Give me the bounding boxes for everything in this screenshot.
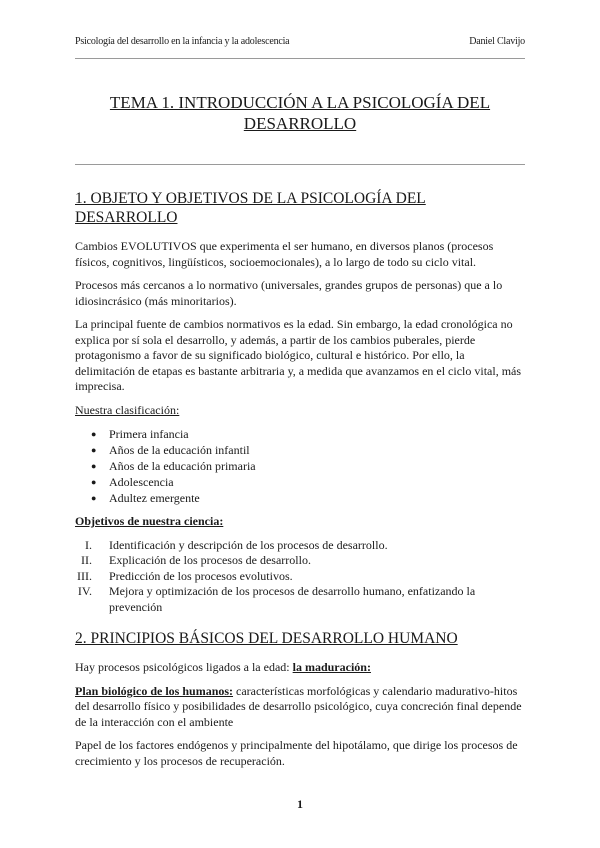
bullet-icon: ●	[91, 461, 97, 471]
objectives-list	[75, 538, 525, 616]
section-1-heading: 1. OBJETO Y OBJETIVOS DE LA PSICOLOGÍA DEL DESARROLLO	[75, 190, 426, 226]
bullet-icon: ●	[91, 477, 97, 487]
document-body	[75, 189, 525, 777]
classification-list	[75, 426, 525, 506]
bullet-icon: ●	[91, 429, 97, 439]
section-1-paragraph-3: La principal fuente de cambios normativos es la edad. Sin embargo, la edad cronológica no explica por sí sola el desarrollo, y además, a partir de los cambios puberales, pierde protagonismo a favor de su significado biológico, cultural e histórico. Por ello, la delimitación de etapas es bastante arbitraria y, a medida que avanzamos en el ciclo vital, más imprecisa.	[75, 317, 522, 393]
list-item: ● Adolescencia	[91, 475, 174, 489]
section-2-paragraph-1: Hay procesos psicológicos ligados a la edad: la maduración:	[75, 660, 371, 674]
header-course-title: Psicología del desarrollo en la infancia y la adolescencia	[75, 36, 290, 47]
bullet-icon: ●	[91, 493, 97, 503]
document-title: TEMA 1. INTRODUCCIÓN A LA PSICOLOGÍA DEL DESARROLLO	[109, 93, 491, 133]
page-number: 1	[297, 797, 303, 811]
section-2-paragraph-3: Papel de los factores endógenos y principalmente del hipotálamo, que dirige los procesos de crecimiento y los procesos de recuperación.	[75, 738, 518, 768]
list-item: I. Identificación y descripción de los procesos de desarrollo.	[85, 537, 388, 552]
section-1-paragraph-2: Procesos más cercanos a lo normativo (universales, grandes grupos de personas) que a lo idiosincrásico (más minoritarios).	[75, 278, 503, 308]
bullet-icon: ●	[91, 445, 97, 455]
header-author: Daniel Clavijo	[469, 36, 525, 47]
list-item: ● Años de la educación infantil	[91, 443, 250, 457]
list-item: II. Explicación de los procesos de desarrollo.	[81, 553, 311, 567]
list-item: ● Años de la educación primaria	[91, 459, 256, 473]
section-2-heading: 2. PRINCIPIOS BÁSICOS DEL DESARROLLO HUMANO	[75, 630, 458, 647]
title-divider	[75, 164, 525, 165]
section-2-paragraph-2: Plan biológico de los humanos: características morfológicas y calendario madurativo-hitos del desarrollo físico y posibilidades de desarrollo psicológico, cuya concreción final depende de la interacción con el ambiente	[75, 683, 522, 729]
page-header	[75, 36, 525, 50]
classification-label: Nuestra clasificación:	[75, 402, 180, 417]
list-item: IV. Mejora y optimización de los procesos de desarrollo humano, enfatizando la prevención	[77, 584, 476, 614]
list-item: ● Adultez emergente	[91, 491, 200, 505]
list-item: ● Primera infancia	[91, 427, 189, 441]
header-divider	[75, 58, 525, 59]
section-1-paragraph-1: Cambios EVOLUTIVOS que experimenta el ser humano, en diversos planos (procesos físicos, cognitivos, lingüísticos, socioemocionales), a lo largo de todo su ciclo vital.	[75, 239, 494, 269]
list-item: III. Predicción de los procesos evolutivos.	[77, 568, 293, 583]
objectives-label: Objetivos de nuestra ciencia:	[75, 514, 224, 528]
